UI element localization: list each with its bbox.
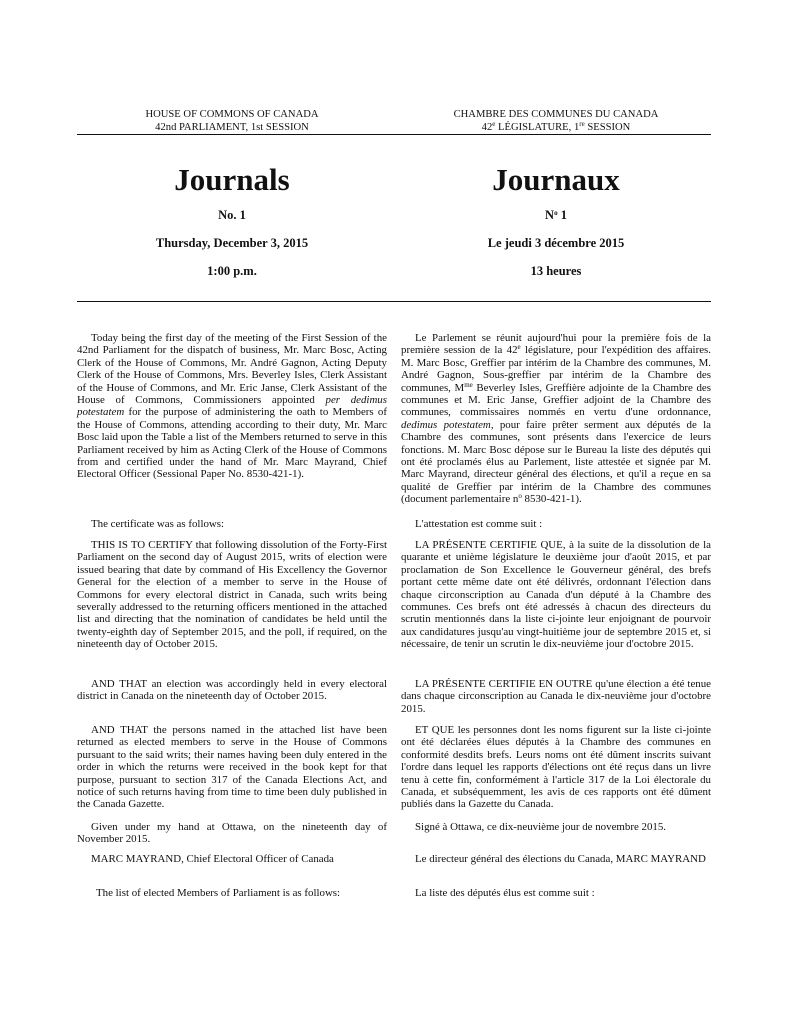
time-english: 1:00 p.m.: [207, 264, 257, 278]
top-rule: [77, 134, 711, 135]
en-signature: MARC MAYRAND, Chief Electoral Officer of Canada: [91, 853, 334, 865]
header-french: [401, 108, 711, 134]
fr-paragraph-3: LA PRÉSENTE CERTIFIE QUE, à la suite de la dissolution de la quarante et unième législature le deuxième jour d'août 2015, et par proclamation de Son Excellence le Gouverneur général, des brefs portant cette même date ont été délivrés, ordonnant l'élection dans chaque circonscription au Canada d'un député à la Chambre des communes. Ces brefs ont été adressés à chacun des directeurs du scrutin mentionnés dans la liste ci-jointe leur enjoignant de pourvoir aux candidatures jusqu'au vingt-huitième jour de septembre 2015 et, si nécessaire, de tenir un scrutin le dix-neuvième jour d'octobre 2015.: [401, 539, 711, 651]
date-french: Le jeudi 3 décembre 2015: [487, 236, 625, 250]
header-en-session: 42nd PARLIAMENT, 1st SESSION: [155, 122, 309, 133]
en-paragraph-3: THIS IS TO CERTIFY that following dissolution of the Forty-First Parliament on the second day of August 2015, writs of election were issued bearing that date by command of His Excellency the Governor General for the election of a member to serve in the House of Commons for every electoral district in Canada, such writs being severally addressed to the returning officers mentioned in the attached list and directing that the nomination of candidates be held until the twenty-eighth day of September 2015, and the poll, if required, on the nineteenth day of October 2015.: [77, 539, 387, 651]
fr-paragraph-5: ET QUE les personnes dont les noms figurent sur la liste ci-jointe ont été déclarées élues députés à la Chambre des communes en conformité desdits brefs. Leurs noms ont été dûment inscrits suivant l'ordre dans lequel les rapports d'élections ont été reçus dans un livre tenu à cette fin, conformément à l'article 317 de la Loi électorale du Canada, et subséquemment, les avis de ces rapports ont été dûment publiés dans la Gazette du Canada.: [401, 724, 711, 811]
number-english: No. 1: [218, 208, 246, 222]
header-english: [77, 108, 387, 134]
fr-paragraph-6: Signé à Ottawa, ce dix-neuvième jour de novembre 2015.: [415, 821, 667, 833]
title-english: Journals: [174, 162, 290, 197]
en-paragraph-2: The certificate was as follows:: [91, 518, 225, 530]
fr-paragraph-1: Le Parlement se réunit aujourd'hui pour la première fois de la première session de la 42e législature, pour l'expédition des affaires. M. Marc Bosc, Greffier par intérim de la Chambre des communes, M. André Gagnon, Sous-greffier par intérim de la Chambre des communes, $M^{me}$ Beverley Isles, Greffière adjointe de la Chambre des communes et M. Eric Janse, Greffier adjoint de la Chambre des communes, commissaires nommés en vertu d'une ordonnance, dedimus potestatem, pour faire prêter serment aux députés de la Chambre des communes, sont présents dans l'exercice de leurs fonctions. M. Marc Bosc dépose sur le Bureau la liste des députés qui ont été proclamés élus au Parlement, liste attestée et signée par M. Marc Mayrand, directeur général des élections, et qu'il a reçue en sa qualité de Greffier par intérim de la Chambre des communes (document parlementaire $n^o$ 8530-421-1).: [401, 332, 711, 506]
fr-paragraph-4: LA PRÉSENTE CERTIFIE EN OUTRE qu'une élection a été tenue dans chaque circonscription au Canada le dix-neuvième jour d'octobre 2015.: [401, 678, 711, 715]
title-french: Journaux: [492, 162, 620, 197]
en-paragraph-4: AND THAT an election was accordingly held in every electoral district in Canada on the nineteenth day of October 2015.: [77, 678, 387, 703]
fr-paragraph-2: L'attestation est comme suit :: [415, 518, 543, 530]
header-fr-session: 42e LÉGISLATURE, 1re SESSION: [481, 120, 631, 133]
time-french: 13 heures: [530, 264, 582, 278]
number-french: $N^o$ 1: [545, 208, 567, 222]
en-paragraph-1: Today being the first day of the meeting of the First Session of the 42nd Parliament for the dispatch of business, Mr. Marc Bosc, Acting Clerk of the House of Commons, Mr. André Gagnon, Acting Deputy Clerk of the House of Commons, Mrs. Beverley Isles, Clerk Assistant of the House of Commons, and Mr. Eric Janse, Clerk Assistant of the House of Commons, Commissioners appointed per dedimus potestatem for the purpose of administering the oath to Members of the House of Commons, attending according to their duty, Mr. Marc Bosc laid upon the Table a list of the Members returned to serve in this Parliament received by him as Acting Clerk of the House of Commons from and certified under the hand of Mr. Marc Mayrand, Chief Electoral Officer (Sessional Paper No. 8530-421-1).: [77, 332, 387, 481]
header-en-house: HOUSE OF COMMONS OF CANADA: [145, 109, 319, 120]
en-paragraph-6: Given under my hand at Ottawa, on the nineteenth day of November 2015.: [77, 821, 387, 846]
header-fr-house: CHAMBRE DES COMMUNES DU CANADA: [453, 109, 659, 120]
fr-list-intro: La liste des députés élus est comme suit :: [415, 887, 595, 899]
bottom-rule: [77, 301, 711, 302]
en-paragraph-5: AND THAT the persons named in the attached list have been returned as elected members to serve in the House of Commons pursuant to the said writs; their names having been duly entered in the order in which the returns were received in the book kept for that purpose, pursuant to section 317 of the Canada Elections Act, and notice of such returns having from time to time been duly published in the Canada Gazette.: [77, 724, 387, 811]
en-list-intro: The list of elected Members of Parliament is as follows:: [96, 887, 341, 899]
fr-signature: Le directeur général des élections du Canada, MARC MAYRAND: [415, 853, 706, 865]
date-english: Thursday, December 3, 2015: [155, 236, 309, 250]
